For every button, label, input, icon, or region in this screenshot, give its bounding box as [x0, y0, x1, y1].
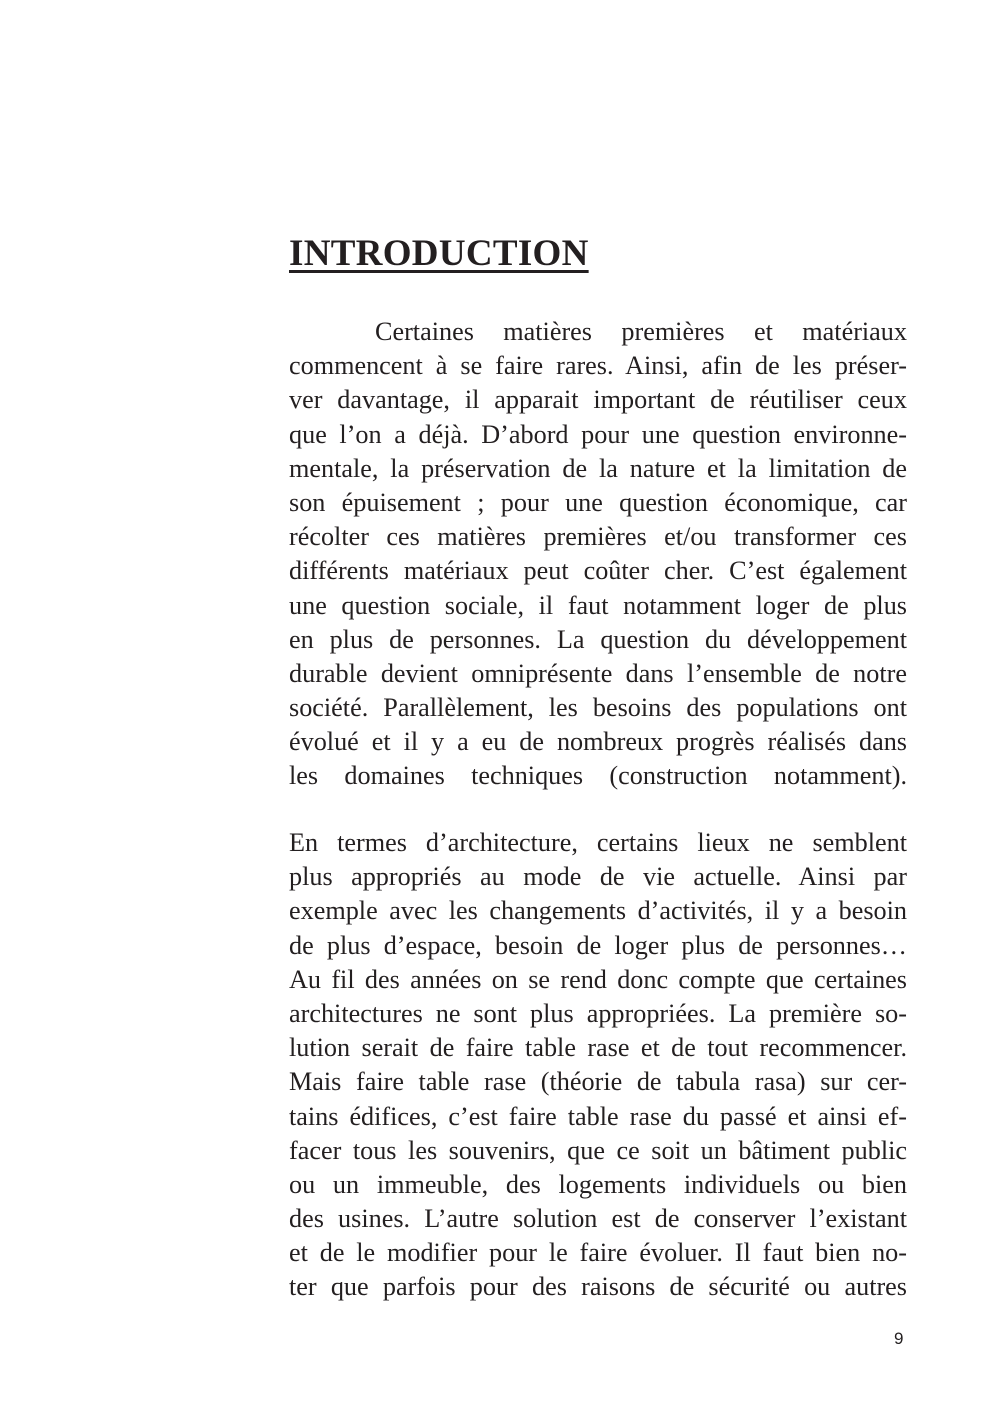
text-line: plus appropriés au mode de vie actuelle. Ainsi par	[289, 862, 907, 892]
page-number: 9	[894, 1329, 904, 1348]
text-line: Mais faire table rase (théorie de tabula rasa) sur cer-	[289, 1067, 907, 1097]
chapter-title: INTRODUCTION	[289, 233, 589, 274]
text-line: commencent à se faire rares. Ainsi, afin de les préser-	[289, 351, 907, 381]
text-line: durable devient omniprésente dans l’ensemble de notre	[289, 658, 907, 688]
text-line: société. Parallèlement, les besoins des populations ont	[289, 693, 907, 723]
text-line: une question sociale, il faut notamment loger de plus	[289, 590, 907, 620]
text-line: et de le modifier pour le faire évoluer. Il faut bien no-	[289, 1238, 907, 1268]
text-line: facer tous les souvenirs, que ce soit un bâtiment public	[289, 1135, 907, 1165]
text-line: que l’on a déjà. D’abord pour une question environne-	[289, 419, 907, 449]
text-line: évolué et il y a eu de nombreux progrès réalisés dans	[289, 727, 907, 757]
text-line: les domaines techniques (construction notamment).	[289, 761, 907, 791]
text-line: En termes d’architecture, certains lieux ne semblent	[289, 828, 907, 857]
text-line: en plus de personnes. La question du développement	[289, 624, 907, 654]
text-line: différents matériaux peut coûter cher. C’est également	[289, 556, 907, 586]
text-line: architectures ne sont plus appropriées. La première so-	[289, 998, 907, 1028]
text-line: récolter ces matières premières et/ou transformer ces	[289, 522, 907, 552]
paragraph-1	[289, 315, 907, 794]
text-line: exemple avec les changements d’activités, il y a besoin	[289, 896, 907, 926]
text-line: des usines. L’autre solution est de conserver l’existant	[289, 1204, 907, 1234]
paragraph-2	[289, 826, 907, 1305]
text-line: lution serait de faire table rase et de tout recommencer.	[289, 1033, 907, 1063]
text-line: Certaines matières premières et matériaux	[375, 317, 907, 346]
text-line: tains édifices, c’est faire table rase du passé et ainsi ef-	[289, 1101, 907, 1131]
text-line: de plus d’espace, besoin de loger plus de personnes…	[289, 930, 907, 960]
text-line: ver davantage, il apparait important de réutiliser ceux	[289, 385, 907, 415]
text-line: Au fil des années on se rend donc compte que certaines	[289, 964, 907, 994]
text-line: ter que parfois pour des raisons de sécurité ou autres	[289, 1272, 907, 1302]
text-line: mentale, la préservation de la nature et la limitation de	[289, 453, 907, 483]
text-line: son épuisement ; pour une question économique, car	[289, 487, 907, 517]
text-line: ou un immeuble, des logements individuels ou bien	[289, 1169, 907, 1199]
